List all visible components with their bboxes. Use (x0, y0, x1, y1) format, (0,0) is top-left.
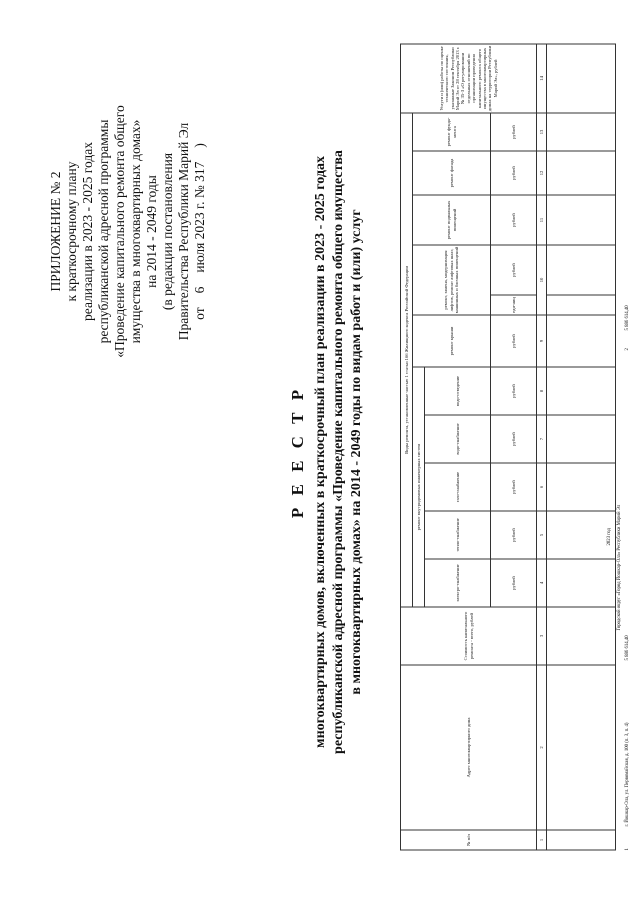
header-repair-types: Виды ремонта, установленные частью 1 статьи 166 Жилищного кодекса Российской Федерации (401, 113, 413, 607)
header-line: имущества в многоквартирных домах» (128, 119, 143, 344)
empty-cell (547, 295, 616, 315)
unit-cell: рублей (491, 367, 537, 415)
column-number: 5 (537, 511, 547, 559)
empty-cell (547, 415, 616, 463)
subtitle-line: республиканской адресной программы «Проведение капитального ремонта общего имущества (331, 150, 346, 754)
column-number: 4 (537, 559, 547, 607)
column-number-row (537, 44, 547, 850)
header-gas: газо-снабжение (425, 463, 491, 511)
header-roof: ремонт крыши (413, 315, 491, 367)
header-foundation: ремонт фунда-мента (413, 113, 491, 151)
column-number: 11 (537, 195, 547, 245)
header-line: реализации в 2023 - 2025 годах (80, 142, 95, 321)
header-line: республиканской адресной программы (96, 119, 111, 344)
city-label: Городской округ «Город Йошкар-Ола» Республики Марий Эл (617, 504, 622, 631)
year-label: 2023 год (607, 528, 612, 546)
column-number: 8 (537, 367, 547, 415)
header-line: «Проведение капитального ремонта общего (112, 105, 127, 358)
sign-day: 6 (192, 286, 207, 294)
unit-cell: рублей (491, 463, 537, 511)
row-lift-cost: 5 886 614,40 (625, 305, 630, 331)
empty-cell (547, 195, 616, 245)
unit-cell: рублей (491, 113, 537, 151)
header-line: на 2014 - 2049 годы (144, 175, 159, 288)
row-lift-units: 2 (625, 348, 630, 351)
header-num: № п/п (401, 830, 537, 850)
header-address: Адрес многоквартирного дома (401, 665, 537, 830)
appendix-header (48, 57, 208, 407)
column-number: 10 (537, 245, 547, 315)
registry-table (400, 43, 616, 850)
header-sewerage: водо-отведение (425, 367, 491, 415)
header-line: ПРИЛОЖЕНИЕ № 2 (48, 171, 63, 292)
empty-cell (547, 463, 616, 511)
column-number: 12 (537, 151, 547, 195)
unit-cell: рублей (491, 511, 537, 559)
row-number: 1 (625, 848, 630, 851)
column-number: 2 (537, 665, 547, 830)
empty-cell (547, 511, 616, 559)
empty-cell (547, 559, 616, 607)
empty-cell (547, 113, 616, 151)
unit-cell: рублей (491, 315, 537, 367)
sign-close: ) (192, 143, 207, 148)
column-number: 9 (537, 315, 547, 367)
empty-cell (547, 607, 616, 665)
document-subtitle (312, 58, 366, 847)
empty-cell (547, 315, 616, 367)
row-address: г. Йошкар-Ола, ул. Первомайская, д. 100 (п. 3, п. 4) (625, 722, 630, 827)
header-total: Стоимость капитального ремонта - всего, рублей (401, 607, 537, 665)
empty-cell (547, 830, 616, 850)
header-basement: ремонт подвальных помещений (413, 195, 491, 245)
row-total: 5 886 614,40 (625, 635, 630, 661)
sign-date: июля 2023 г. № 317 (192, 161, 207, 273)
column-number: 1 (537, 830, 547, 850)
subtitle-line: в многоквартирных домах» на 2014 - 2049 годы по видам работ и (или) услуг (349, 209, 364, 695)
column-number: 6 (537, 463, 547, 511)
empty-cell (547, 665, 616, 830)
column-number: 14 (537, 44, 547, 113)
unit-cell: рублей (491, 195, 537, 245)
empty-cell (547, 44, 616, 113)
unit-cell: рублей (491, 415, 537, 463)
empty-cell (547, 367, 616, 415)
header-internal-systems: ремонт внутридомовых инженерных систем (413, 367, 425, 607)
header-line: (в редакции постановления (160, 152, 175, 311)
empty-cell (547, 245, 616, 295)
header-heating: тепло-снабжение (425, 511, 491, 559)
header-facade: ремонт фасада (413, 151, 491, 195)
column-number: 13 (537, 113, 547, 151)
header-electricity: электро-снабжение (425, 559, 491, 607)
unit-cell: рублей (491, 559, 537, 607)
sign-from: от (192, 307, 207, 320)
header-lifts: ремонт, замена, модернизация лифтов, ремонт лифтовых шахт, машинных и блочных помещений (413, 245, 491, 315)
unit-cell: рублей (491, 245, 537, 295)
header-line: Правительства Республики Марий Эл (176, 122, 191, 341)
empty-cell (547, 151, 616, 195)
document-title: Р Е Е С Т Р (288, 385, 307, 519)
header-line: к краткосрочному плану (64, 161, 79, 302)
header-water: водо-снабжение (425, 415, 491, 463)
resolution-date (192, 57, 208, 407)
subtitle-line: многоквартирных домов, включенных в краткосрочный план реализации в 2023 - 2025 годах (313, 156, 328, 748)
column-number: 3 (537, 607, 547, 665)
unit-cell: рублей (491, 151, 537, 195)
header-extra-services: Услуги и (или) работы по оценке технического состояния, указанные Законом Республики Марий Эл от 28 сентября 2013 г. № 35-З «О регулировании отдельных отношений по организации проведения капитального ремонта общего имущества в многоквартирных домах на территории Республики Марий Эл», рублей (401, 44, 537, 113)
column-number: 7 (537, 415, 547, 463)
unit-lift-count: еди-ниц (491, 295, 537, 315)
